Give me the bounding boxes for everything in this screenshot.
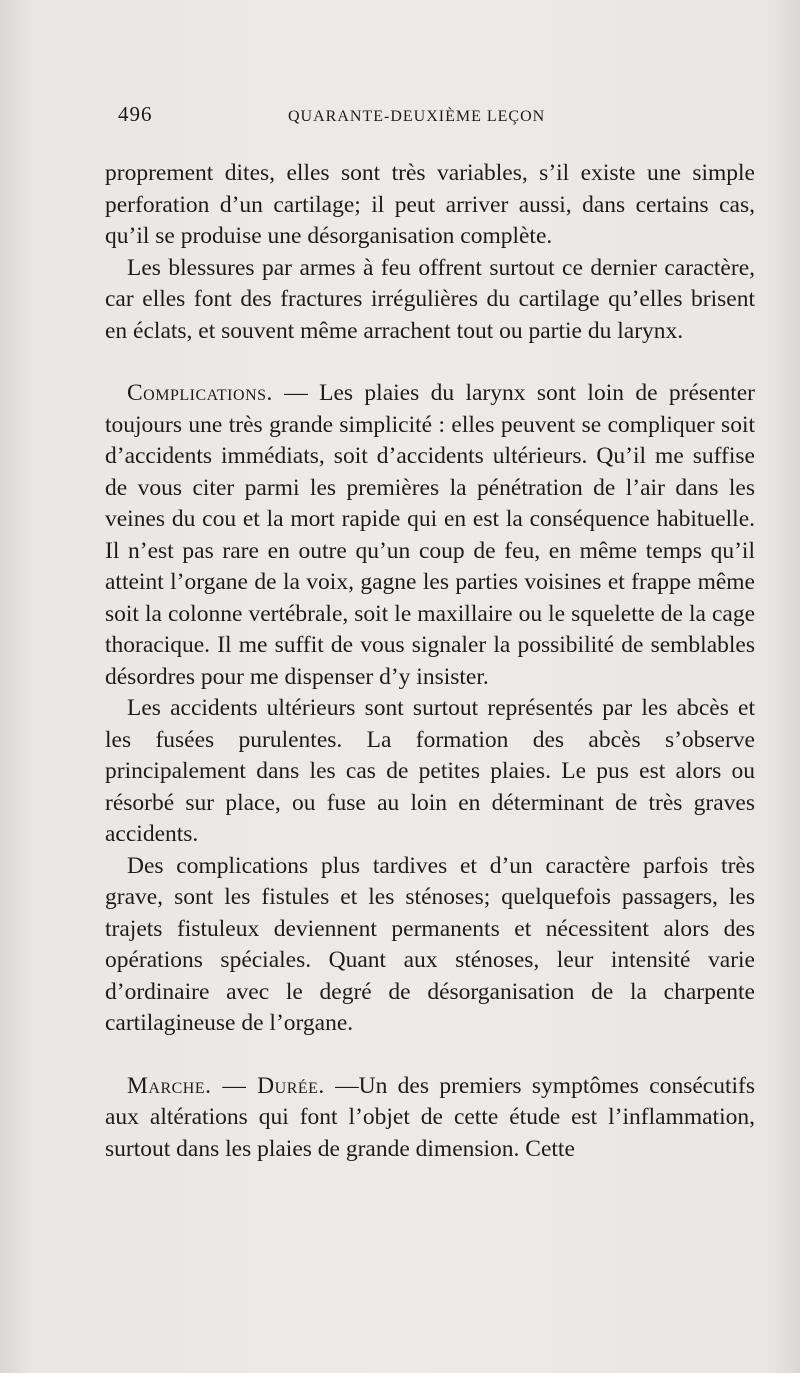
paragraph-marche: Marche. — Durée. —Un des premiers symptômes consécutifs aux altérations qui font l’objet de cette étude est l’inflammation, surtout dans les plaies de grande dimension. Cette [105,1072,755,1162]
paragraph-5: Des complications plus tardives et d’un caractère parfois très grave, sont les fistules et les sténoses; quelquefois passagers, les trajets fistuleux deviennent permanents et nécessitent alors des opérations spéciales. Quant aux sténoses, leur intensité varie d’ordinaire avec le degré de désorganisation de la charpente cartilagineuse de l’organe. [105,852,755,1036]
page-number: 496 [118,102,153,126]
page-body [105,158,755,1165]
paragraph-complications: Complications. — Les plaies du larynx sont loin de présenter toujours une très grande simplicité : elles peuvent se compliquer soit d’accidents immédiats, soit d’accidents ultérieurs. Qu’il me suffise de vous citer parmi les premières la pénétration de l’air dans les veines du cou et la mort rapide qui en est la conséquence habituelle. Il n’est pas rare en outre qu’un coup de feu, en même temps qu’il atteint l’organe de la voix, gagne les parties voisines et frappe même soit la colonne vertébrale, soit le maxillaire ou le squelette de la cage thoracique. Il me suffit de vous signaler la possibilité de semblables désordres pour me dispenser d’y insister. [105,380,755,690]
paragraph-2: Les blessures par armes à feu offrent surtout ce dernier caractère, car elles font des fractures irrégulières du cartilage qu’elles brisent en éclats, et souvent même arrachent tout ou partie du larynx. [105,254,755,344]
paragraph-4: Les accidents ultérieurs sont surtout représentés par les abcès et les fusées purulentes. La formation des abcès s’observe principalement dans les cas de petites plaies. Le pus est alors ou résorbé sur place, ou fuse au loin en déterminant de très graves accidents. [105,695,755,847]
running-head: QUARANTE-DEUXIÈME LEÇON [288,108,546,125]
section-heading-complications: Complications. [127,380,273,406]
section-heading-marche: Marche. — Durée. [127,1072,325,1099]
paragraph-1: proprement dites, elles sont très variables, s’il existe une simple perforation d’un cartilage; il peut arriver aussi, dans certains cas, qu’il se produise une désorganisation complète. [105,160,755,249]
